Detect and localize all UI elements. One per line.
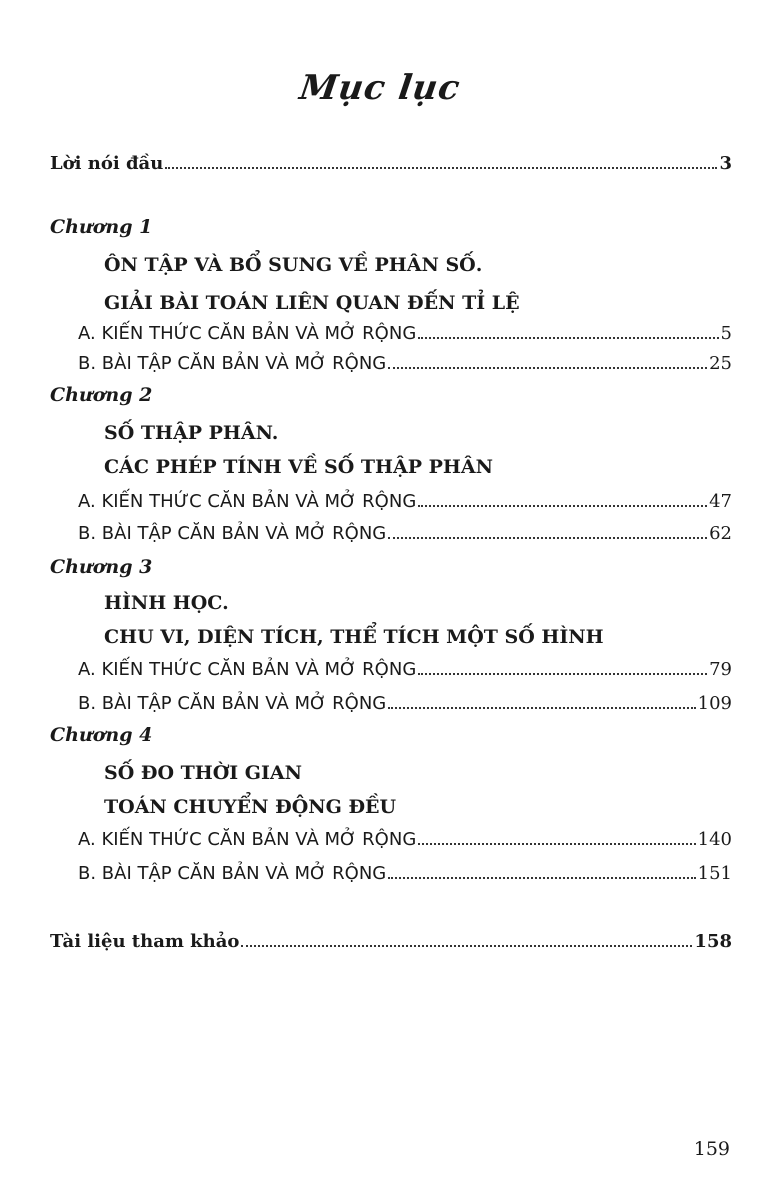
toc-entry-label: A. KIẾN THỨC CĂN BẢN VÀ MỞ RỘNG: [78, 323, 417, 344]
chapter-title-line: GIẢI BÀI TOÁN LIÊN QUAN ĐẾN TỈ LỆ: [104, 292, 520, 314]
chapter-label: Chương 4: [50, 724, 153, 746]
toc-entry-section[interactable]: [78, 316, 732, 344]
toc-entry-page: 25: [709, 353, 732, 374]
chapter-title-line: CHU VI, DIỆN TÍCH, THỂ TÍCH MỘT SỐ HÌNH: [104, 626, 604, 648]
toc-entry-page: 5: [720, 323, 732, 344]
toc-entry-section[interactable]: [78, 652, 732, 680]
toc-entry-references[interactable]: [50, 924, 732, 952]
dot-leader: [388, 537, 707, 539]
chapter-title-line: SỐ THẬP PHÂN.: [104, 422, 279, 444]
dot-leader: [388, 707, 695, 709]
chapter-title-line: CÁC PHÉP TÍNH VỀ SỐ THẬP PHÂN: [104, 456, 493, 478]
toc-entry-page: 151: [697, 863, 732, 884]
toc-entry-section[interactable]: [78, 822, 732, 850]
toc-entry-page: 109: [697, 693, 732, 714]
toc-entry-page: 158: [694, 931, 732, 952]
toc-entry-section[interactable]: [78, 484, 732, 512]
toc-entry-section[interactable]: [78, 686, 732, 714]
chapter-title-line: HÌNH HỌC.: [104, 592, 229, 614]
toc-entry-label: A. KIẾN THỨC CĂN BẢN VÀ MỞ RỘNG: [78, 659, 417, 680]
toc-entry-page: 62: [709, 523, 732, 544]
toc-entry-section[interactable]: [78, 856, 732, 884]
chapter-label: Chương 3: [50, 556, 153, 578]
toc-entry-label: Tài liệu tham khảo: [50, 931, 240, 952]
dot-leader: [418, 505, 707, 507]
page-title: Mục lục: [297, 68, 463, 108]
toc-entry-label: B. BÀI TẬP CĂN BẢN VÀ MỞ RỘNG: [78, 353, 387, 374]
toc-entry-label: A. KIẾN THỨC CĂN BẢN VÀ MỞ RỘNG: [78, 491, 417, 512]
toc-entry-preface[interactable]: [50, 146, 732, 174]
chapter-title-line: ÔN TẬP VÀ BỔ SUNG VỀ PHÂN SỐ.: [104, 254, 483, 276]
toc-entry-label: A. KIẾN THỨC CĂN BẢN VÀ MỞ RỘNG: [78, 829, 417, 850]
toc-entry-section[interactable]: [78, 346, 732, 374]
toc-entry-label: Lời nói đầu: [50, 153, 164, 174]
dot-leader: [388, 367, 707, 369]
toc-entry-label: B. BÀI TẬP CĂN BẢN VÀ MỞ RỘNG: [78, 693, 387, 714]
chapter-title-line: TOÁN CHUYỂN ĐỘNG ĐỀU: [104, 796, 397, 818]
chapter-label: Chương 2: [50, 384, 153, 406]
toc-entry-page: 47: [709, 491, 732, 512]
dot-leader: [388, 877, 695, 879]
dot-leader: [165, 167, 717, 169]
toc-entry-label: B. BÀI TẬP CĂN BẢN VÀ MỞ RỘNG: [78, 523, 387, 544]
chapter-title-line: SỐ ĐO THỜI GIAN: [104, 762, 303, 784]
dot-leader: [418, 673, 707, 675]
toc-entry-page: 3: [719, 153, 732, 174]
toc-entry-label: B. BÀI TẬP CĂN BẢN VÀ MỞ RỘNG: [78, 863, 387, 884]
toc-entry-section[interactable]: [78, 516, 732, 544]
chapter-label: Chương 1: [50, 216, 153, 238]
toc-entry-page: 140: [697, 829, 732, 850]
page-number: 159: [693, 1138, 730, 1160]
dot-leader: [241, 945, 692, 947]
dot-leader: [418, 843, 695, 845]
dot-leader: [418, 337, 718, 339]
toc-entry-page: 79: [709, 659, 732, 680]
